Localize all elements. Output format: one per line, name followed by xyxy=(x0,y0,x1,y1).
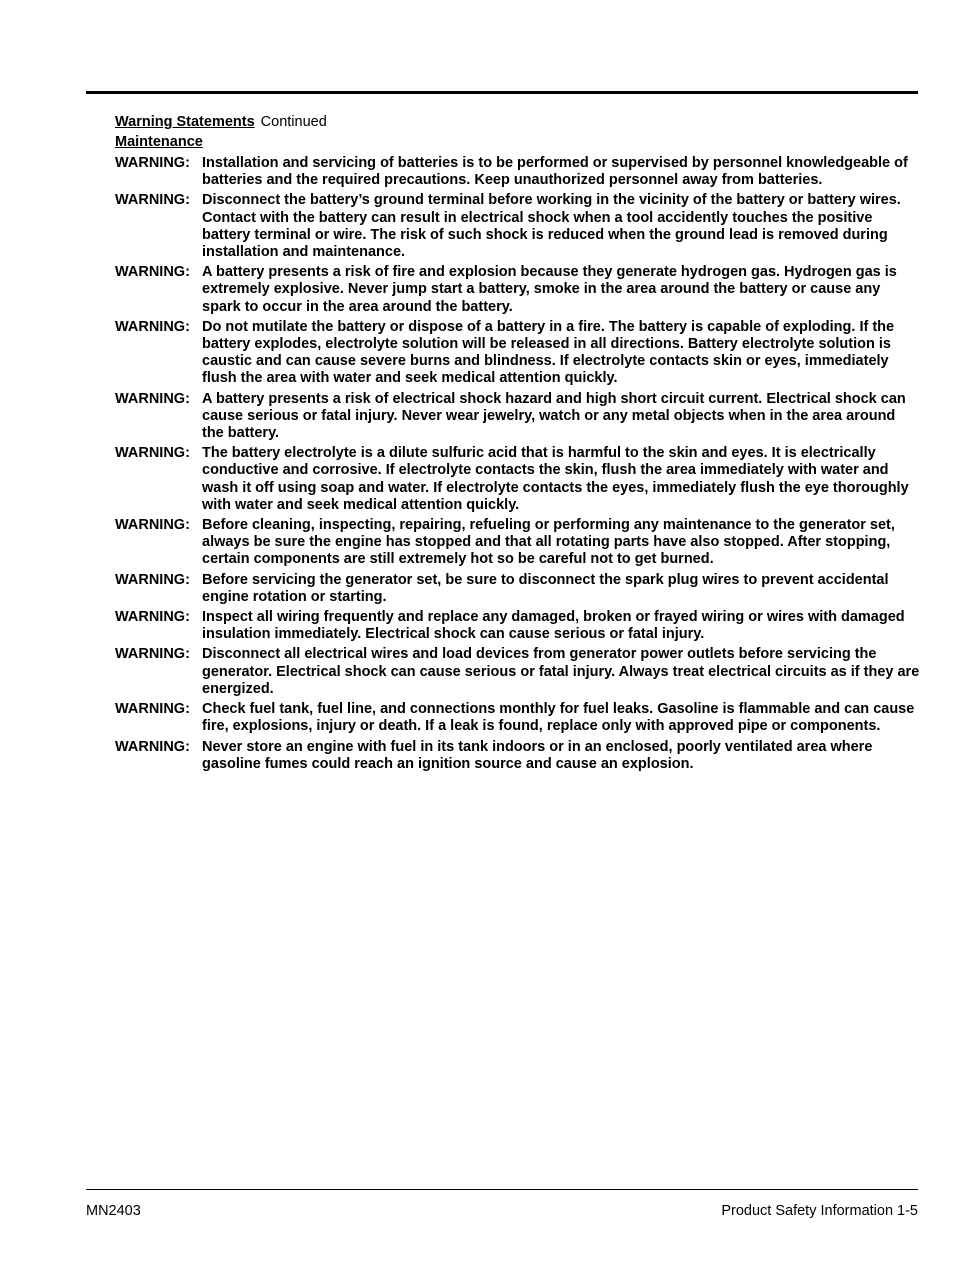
warning-text: Never store an engine with fuel in its tank indoors or in an enclosed, poorly ventilated area where gasoline fumes could reach an ignition source and cause an explosion. xyxy=(202,738,873,772)
warning-list xyxy=(115,155,920,773)
warning-label: WARNING: xyxy=(115,390,190,407)
warning-label: WARNING: xyxy=(115,646,190,663)
warning-label: WARNING: xyxy=(115,192,190,209)
warning-text: Before cleaning, inspecting, repairing, refueling or performing any maintenance to the generator set, always be sure the engine has stopped and that all rotating parts have also stopped. After stopping, certain components are still extremely hot so be careful not to get burned. xyxy=(202,517,895,568)
warning-text: Before servicing the generator set, be sure to disconnect the spark plug wires to prevent accidental engine rotation or starting. xyxy=(202,571,889,605)
warning-text: The battery electrolyte is a dilute sulfuric acid that is harmful to the skin and eyes. It is electrically conductive and corrosive. If electrolyte contacts the skin, flush the area immediately with water and wash it off using soap and water. If electrolyte contacts the eyes, immediately flush the eye thoroughly with water and seek medical attention quickly. xyxy=(202,445,909,513)
warning-item xyxy=(115,319,920,388)
warning-text: A battery presents a risk of fire and explosion because they generate hydrogen gas. Hydrogen gas is extremely explosive. Never jump start a battery, smoke in the area around the battery or cause any spark to occur in the area around the battery. xyxy=(202,264,897,315)
warning-item xyxy=(115,155,920,189)
warning-text: Check fuel tank, fuel line, and connections monthly for fuel leaks. Gasoline is flammable and can cause fire, explosions, injury or death. If a leak is found, replace only with approved pipe or components. xyxy=(202,701,915,735)
subsection-heading xyxy=(115,133,920,153)
top-rule xyxy=(86,91,918,94)
section-title: Warning Statements xyxy=(115,114,255,130)
warning-item xyxy=(115,739,920,773)
warning-label: WARNING: xyxy=(115,264,190,281)
warning-text: Installation and servicing of batteries is to be performed or supervised by personnel knowledgeable of batteries and the required precautions. Keep unauthorized personnel away from batteries. xyxy=(202,155,908,189)
warning-text: Disconnect all electrical wires and load devices from generator power outlets before servicing the generator. Electrical shock can cause serious or fatal injury. Always treat electrical circuits as if they are energized. xyxy=(202,646,920,697)
warning-item xyxy=(115,701,920,735)
warning-item xyxy=(115,391,920,443)
footer-page-label: Product Safety Information 1-5 xyxy=(721,1203,918,1219)
page-content xyxy=(115,113,920,776)
warning-text: Disconnect the battery’s ground terminal before working in the vicinity of the battery or battery wires. Contact with the battery can result in electrical shock when a tool accidently touches the positive battery terminal or wire. The risk of such shock is reduced when the ground lead is removed during installation and maintenance. xyxy=(202,192,901,261)
warning-label: WARNING: xyxy=(115,609,190,626)
warning-label: WARNING: xyxy=(115,318,190,335)
subsection-title: Maintenance xyxy=(115,134,203,150)
warning-item xyxy=(115,264,920,316)
warning-item xyxy=(115,572,920,606)
warning-item xyxy=(115,517,920,569)
section-heading xyxy=(115,113,920,133)
warning-item xyxy=(115,445,920,514)
warning-item xyxy=(115,609,920,643)
warning-label: WARNING: xyxy=(115,445,190,462)
warning-text: A battery presents a risk of electrical shock hazard and high short circuit current. Electrical shock can cause serious or fatal injury. Never wear jewelry, watch or any metal objects when in the area around the battery. xyxy=(202,390,906,442)
warning-text: Inspect all wiring frequently and replace any damaged, broken or frayed wiring or wires with damaged insulation immediately. Electrical shock can cause serious or fatal injury. xyxy=(202,609,905,643)
warning-label: WARNING: xyxy=(115,155,190,171)
warning-label: WARNING: xyxy=(115,701,190,718)
warning-text: Do not mutilate the battery or dispose of a battery in a fire. The battery is capable of exploding. If the battery explodes, electrolyte solution will be released in all directions. Battery electrolyte solution is caustic and can cause severe burns and blindness. If electrolyte contacts skin or eyes, immediately flush the area with water and seek medical attention quickly. xyxy=(202,318,895,387)
warning-item xyxy=(115,192,920,261)
bottom-rule xyxy=(86,1189,918,1190)
warning-label: WARNING: xyxy=(115,571,190,588)
warning-label: WARNING: xyxy=(115,517,190,534)
warning-item xyxy=(115,646,920,698)
warning-label: WARNING: xyxy=(115,738,190,755)
continued-label: Continued xyxy=(260,114,327,130)
footer-doc-number: MN2403 xyxy=(86,1203,141,1219)
